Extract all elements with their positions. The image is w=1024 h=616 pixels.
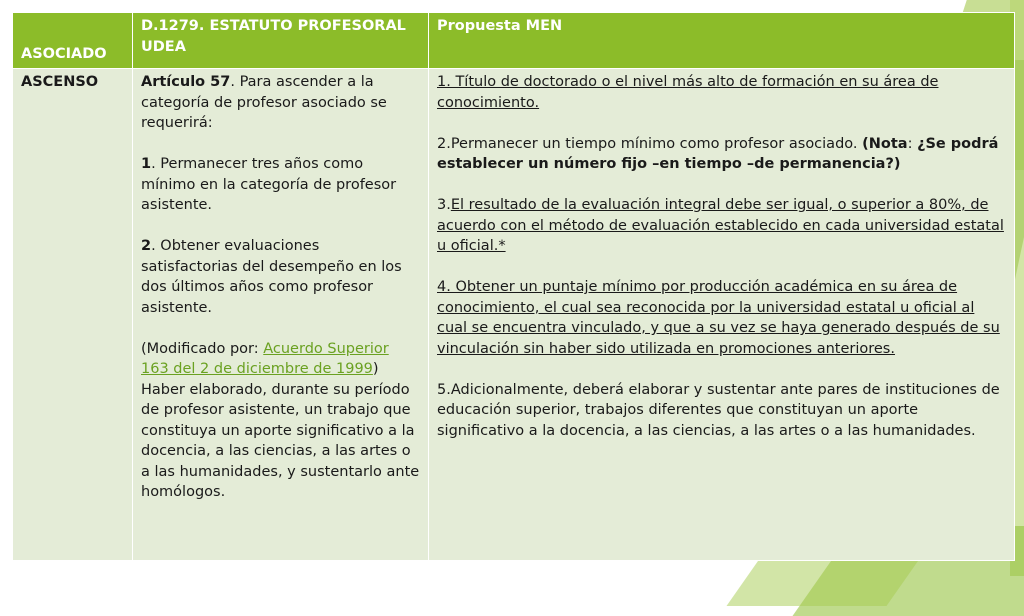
article-label: Artículo 57	[141, 74, 231, 90]
header-estatuto: D.1279. ESTATUTO PROFESORAL UDEA	[133, 13, 429, 69]
acuerdo-superior-link[interactable]: Acuerdo Superior 163 del 2 de diciembre de 1999	[141, 340, 389, 377]
article-intro	[141, 72, 420, 134]
header-asociado: ASOCIADO	[13, 13, 133, 69]
estatuto-item-2	[141, 236, 420, 318]
header-propuesta: Propuesta MEN	[429, 13, 1015, 69]
modification-note	[141, 339, 420, 503]
estatuto-item-1	[141, 154, 420, 216]
propuesta-item-4: 4. Obtener un puntaje mínimo por producción académica en su área de conocimiento, el cual sea reconocida por la universidad estatal u oficial al cual se encuentra vinculado, y que a su vez se haya generado después de su vinculación sin haber sido utilizada en promociones anteriores.	[437, 279, 1000, 357]
p3-num: 3.	[437, 197, 451, 213]
row-label-text: ASCENSO	[21, 74, 99, 90]
mod-suffix: )	[372, 361, 379, 377]
propuesta-item-2	[437, 134, 1006, 175]
estatuto-cell	[133, 69, 429, 561]
mod-prefix: (Modificado por:	[141, 340, 264, 357]
p2-note-open: (Nota	[862, 135, 908, 152]
propuesta-cell	[429, 69, 1015, 561]
comparison-table	[12, 12, 1015, 561]
row-label	[13, 69, 133, 561]
propuesta-item-1: 1. Título de doctorado o el nivel más alto de formación en su área de conocimiento.	[437, 74, 939, 111]
p2-note-question: ¿Se podrá establecer un número fijo –en tiempo –de permanencia?)	[437, 135, 999, 172]
mod-text: Haber elaborado, durante su período de profesor asistente, un trabajo que constituya un aporte significativo a la docencia, a las ciencias, a las artes o a las humanidades, y sustentarlo ante homólogos.	[141, 381, 420, 500]
article-text: . Para ascender a la categoría de profesor asociado se requerirá:	[141, 74, 387, 131]
item1-num: 1	[141, 156, 152, 172]
p3-text: El resultado de la evaluación integral debe ser igual, o superior a 80%, de acuerdo con el método de evaluación establecido en cada universidad estatal u oficial.*	[437, 197, 1004, 254]
propuesta-item-3	[437, 195, 1006, 257]
item2-text: . Obtener evaluaciones satisfactorias del desempeño en los dos últimos años como profesor asistente.	[141, 238, 402, 316]
p2-colon: :	[907, 135, 918, 152]
table-row	[13, 69, 1015, 561]
item2-num: 2	[141, 238, 152, 254]
p2-text: 2.Permanecer un tiempo mínimo como profesor asociado.	[437, 135, 863, 152]
propuesta-item-5: 5.Adicionalmente, deberá elaborar y sustentar ante pares de instituciones de educación superior, trabajos diferentes que constituyan un aporte significativo a la docencia, a las ciencias, a las artes o a las humanidades.	[437, 381, 1000, 439]
table-header-row	[13, 13, 1015, 69]
item1-text: . Permanecer tres años como mínimo en la categoría de profesor asistente.	[141, 156, 397, 213]
